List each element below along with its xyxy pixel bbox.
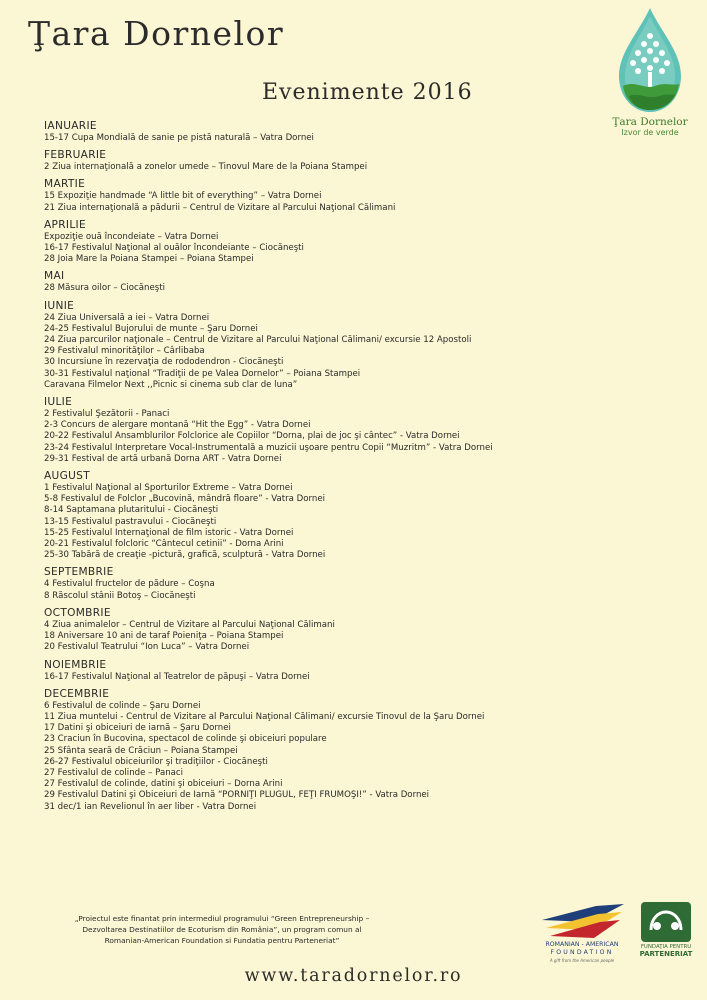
event-item: 16-17 Festivalul Naţional al ouălor încondeiante – Ciocăneşti xyxy=(44,243,304,254)
month-heading: MAI xyxy=(44,270,65,283)
event-item: 29 Festivalul Datini şi Obiceiuri de Iarnă “PORNIŢI PLUGUL, FEŢI FRUMOŞI!” - Vatra Dornei xyxy=(44,790,430,801)
event-item: 24 Ziua parcurilor naţionale – Centrul de Vizitare al Parcului Naţional Călimani/ excursie 12 Apostoli xyxy=(44,335,472,346)
event-item: 2 Ziua internaţională a zonelor umede – Tinovul Mare de la Poiana Stampei xyxy=(44,162,368,173)
event-item: 15 Expoziţie handmade “A little bit of everything” – Vatra Dornei xyxy=(44,191,322,202)
month-heading: MARTIE xyxy=(44,178,86,191)
page-subtitle: Evenimente 2016 xyxy=(262,80,473,105)
month-section xyxy=(44,688,644,813)
event-item: 20 Festivalul Teatrului “Ion Luca” – Vatra Dornei xyxy=(44,642,250,653)
event-item: 1 Festivalul Naţional al Sporturilor Extreme – Vatra Dornei xyxy=(44,483,293,494)
month-section xyxy=(44,607,644,654)
event-item: 25 Sfânta seară de Crăciun – Poiana Stampei xyxy=(44,745,238,756)
event-item: 28 Măsura oilor – Ciocăneşti xyxy=(44,283,165,294)
water-drop-tree-icon xyxy=(615,6,685,114)
month-section xyxy=(44,470,644,561)
event-item: 11 Ziua muntelui - Centrul de Vizitare al Parcului Naţional Călimani/ excursie Tinovul de la Şaru Dornei xyxy=(44,711,485,722)
month-section xyxy=(44,120,644,144)
month-section xyxy=(44,566,644,601)
raf-name-line1: ROMANIAN - AMERICAN xyxy=(545,941,619,948)
month-heading: IULIE xyxy=(44,396,73,409)
event-item: 16-17 Festivalul Naţional al Teatrelor de păpuşi – Vatra Dornei xyxy=(44,671,310,682)
logo-tagline: Izvor de verde xyxy=(621,128,679,137)
event-item: 31 dec/1 ian Revelionul în aer liber - Vatra Dornei xyxy=(44,801,257,812)
event-item: 2 Festivalul Şezătorii - Panaci xyxy=(44,409,170,420)
event-item: 15-17 Cupa Mondială de sanie pe pistă naturală – Vatra Dornei xyxy=(44,133,314,143)
event-item: 6 Festivalul de colinde – Şaru Dornei xyxy=(44,700,201,711)
raf-slogan: A gift from the American people xyxy=(549,958,615,963)
month-heading: DECEMBRIE xyxy=(44,687,110,700)
events-list xyxy=(44,120,644,818)
event-item: 20-22 Festivalul Ansamblurilor Folclorice ale Copiilor “Dorna, plai de joc şi cântec” - Vatra Dornei xyxy=(44,431,460,442)
event-item: 8-14 Saptamana plutaritului - Ciocăneşti xyxy=(44,505,219,516)
event-item: 27 Festivalul de colinde, datini şi obiceiuri – Dorna Arini xyxy=(44,779,283,790)
event-item: 23-24 Festivalul Interpretare Vocal-Instrumentală a muzicii uşoare pentru Copii “Muzritm” - Vatra Dornei xyxy=(44,442,493,453)
fpp-name-line1: FUNDAŢIA PENTRU xyxy=(640,944,692,950)
event-item: 20-21 Festivalul folcloric “Cântecul cetinii” - Dorna Arini xyxy=(44,539,284,550)
month-section xyxy=(44,178,644,213)
event-item: 30-31 Festivalul naţional “Tradiţii de pe Valea Dornelor” – Poiana Stampei xyxy=(44,368,361,379)
event-item: 21 Ziua internaţională a pădurii – Centrul de Vizitare al Parcului Naţional Călimani xyxy=(44,202,396,213)
month-heading: NOIEMBRIE xyxy=(44,658,107,671)
event-item: 5-8 Festivalul de Folclor „Bucovină, mândră floare” - Vatra Dornei xyxy=(44,494,325,505)
event-item: 30 Incursiune în rezervaţia de rododendron - Ciocăneşti xyxy=(44,357,284,368)
funding-note-line: Romanian-American Foundation si Fundatia pentru Parteneriat” xyxy=(104,935,340,945)
fpp-caption xyxy=(634,944,698,958)
logo-brand-text: Ţara Dornelor xyxy=(612,116,688,128)
month-heading: AUGUST xyxy=(44,470,90,483)
funding-note-line: Dezvoltarea Destinatiilor de Ecoturism din România”, un program comun al xyxy=(82,924,362,934)
event-item: 24-25 Festivalul Bujorului de munte – Şaru Dornei xyxy=(44,323,258,334)
event-item: 29-31 Festival de artă urbană Dorna ART - Vatra Dornei xyxy=(44,453,282,464)
event-item: 4 Ziua animalelor – Centrul de Vizitare al Parcului Naţional Călimani xyxy=(44,619,335,630)
month-section xyxy=(44,149,644,173)
event-item: 23 Craciun în Bucovina, spectacol de colinde şi obiceiuri populare xyxy=(44,734,327,745)
funding-note-line: „Proiectul este finantat prin intermediul programului “Green Entrepreneurship – xyxy=(74,914,370,923)
event-item: 4 Festivalul fructelor de pădure – Coşna xyxy=(44,579,215,590)
event-item: 25-30 Tabără de creaţie -pictură, grafică, sculptură - Vatra Dornei xyxy=(44,550,326,561)
event-item: 29 Festivalul minorităţilor – Cârlibaba xyxy=(44,346,205,357)
month-heading: FEBRUARIE xyxy=(44,149,107,162)
month-heading: IANUARIE xyxy=(44,120,97,132)
month-heading: OCTOMBRIE xyxy=(44,606,111,619)
fpp-name-line2: PARTENERIAT xyxy=(639,950,693,958)
event-item: 28 Joia Mare la Poiana Stampei – Poiana Stampei xyxy=(44,254,254,265)
funding-note xyxy=(12,914,432,946)
month-heading: APRILIE xyxy=(44,218,86,231)
event-item: Caravana Filmelor Next ,,Picnic si cinema sub clar de luna” xyxy=(44,379,298,390)
event-item: 24 Ziua Universală a iei – Vatra Dornei xyxy=(44,312,210,323)
raf-caption xyxy=(536,941,628,965)
event-item: 17 Datini şi obiceiuri de iarnă – Şaru Dornei xyxy=(44,723,231,734)
event-item: 8 Răscolul stânii Botoş – Ciocăneşti xyxy=(44,590,196,601)
page-title: Ţara Dornelor xyxy=(28,14,285,53)
event-item: 13-15 Festivalul pastravului - Ciocăneşti xyxy=(44,516,217,527)
raf-name-line2: FOUNDATION xyxy=(550,949,614,956)
month-heading: SEPTEMBRIE xyxy=(44,566,114,579)
event-item: 18 Aniversare 10 ani de taraf Poieniţa – Poiana Stampei xyxy=(44,631,284,642)
month-section xyxy=(44,300,644,391)
month-section xyxy=(44,659,644,683)
month-section xyxy=(44,270,644,294)
event-item: 27 Festivalul de colinde – Panaci xyxy=(44,767,184,778)
month-heading: IUNIE xyxy=(44,299,75,312)
month-section xyxy=(44,396,644,465)
event-item: 2-3 Concurs de alergare montană “Hit the Egg” - Vatra Dornei xyxy=(44,420,311,431)
event-item: 26-27 Festivalul obiceiurilor şi tradiţiilor - Ciocăneşti xyxy=(44,756,268,767)
event-item: Expoziţie ouă încondeiate – Vatra Dornei xyxy=(44,231,219,242)
website-url[interactable]: www.taradornelor.ro xyxy=(244,966,463,986)
month-section xyxy=(44,219,644,266)
event-item: 15-25 Festivalul Internaţional de film istoric - Vatra Dornei xyxy=(44,527,294,538)
